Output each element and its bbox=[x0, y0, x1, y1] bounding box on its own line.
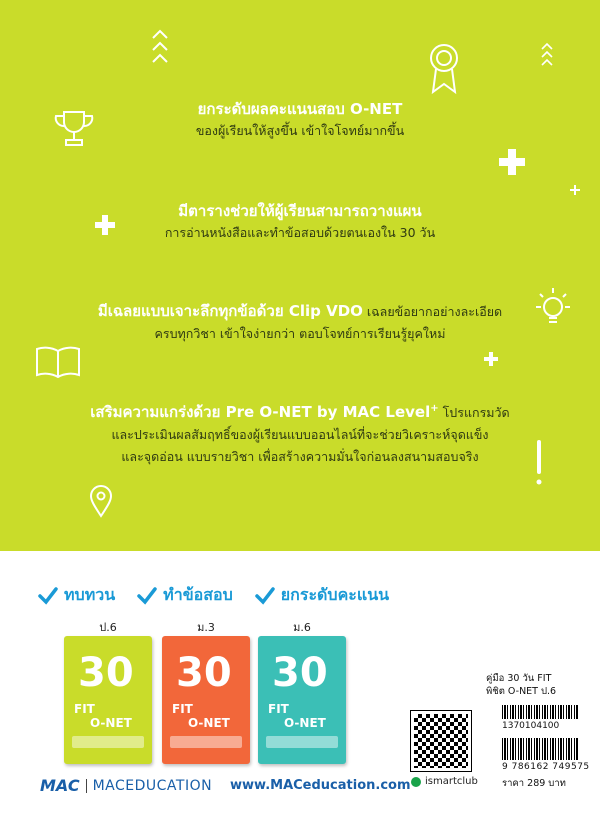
book-onet: O-NET bbox=[284, 716, 326, 730]
feature-3 bbox=[0, 300, 600, 345]
feature-3-line-1: ครบทุกวิชา เข้าใจง่ายกว่า ตอบโจทย์การเรียนรู้ยุคใหม่ bbox=[154, 326, 446, 341]
book-cover bbox=[64, 636, 152, 764]
book-grade: ม.6 bbox=[293, 621, 311, 634]
feature-4-heading-row bbox=[0, 398, 600, 424]
mac-logo-mark: MAC bbox=[40, 776, 80, 795]
plus-small-icon bbox=[570, 185, 580, 195]
book-fit: FIT bbox=[268, 702, 289, 716]
check-item-exam bbox=[137, 583, 233, 608]
book-cover bbox=[258, 636, 346, 764]
feature-3-heading: มีเฉลยแบบเจาะลึกทุกข้อด้วย Clip VDO bbox=[97, 302, 363, 320]
check-label-score: ยกระดับคะแนน bbox=[280, 585, 390, 604]
checkmark-icon bbox=[38, 587, 58, 605]
book-grade: ป.6 bbox=[99, 621, 117, 634]
feature-4-line-2: และจุดอ่อน แบบรายวิชา เพื่อสร้างความมั่นใจก่อนลงสนามสอบจริง bbox=[121, 449, 479, 464]
feature-3-heading-tail: เฉลยข้อยากอย่างละเอียด bbox=[362, 304, 503, 319]
chevrons-up-icon bbox=[150, 28, 170, 68]
mac-logo-text: MACEDUCATION bbox=[92, 777, 213, 794]
feature-4-heading: เสริมความแกร่งด้วย Pre O-NET by MAC Level bbox=[90, 403, 431, 421]
book-title-1: คู่มือ 30 วัน FIT bbox=[486, 673, 552, 684]
product-barcode bbox=[502, 705, 578, 719]
book-number: 30 bbox=[78, 650, 134, 696]
feature-4 bbox=[0, 398, 600, 468]
checkmark-icon bbox=[137, 587, 157, 605]
book-title-2: พิชิต O-NET ป.6 bbox=[486, 686, 557, 697]
feature-2-line-1: การอ่านหนังสือและทำข้อสอบด้วยตนเองใน 30 วัน bbox=[164, 225, 436, 240]
mac-logo bbox=[40, 776, 212, 795]
feature-4-heading-tail: โปรแกรมวัด bbox=[438, 405, 510, 420]
ismartclub-label: ismartclub bbox=[425, 776, 478, 787]
book-info bbox=[486, 672, 578, 698]
feature-1-line-1: ของผู้เรียนให้สูงขึ้น เข้าใจโจทย์มากขึ้น bbox=[195, 123, 405, 138]
checklist bbox=[38, 583, 389, 608]
ismartclub-line bbox=[411, 776, 478, 787]
feature-3-heading-row bbox=[0, 300, 600, 323]
check-label-exam: ทำข้อสอบ bbox=[163, 585, 233, 604]
chevrons-up-small-icon bbox=[540, 42, 554, 68]
book-m6 bbox=[258, 620, 346, 764]
book-onet: O-NET bbox=[90, 716, 132, 730]
book-p6 bbox=[64, 620, 152, 764]
book-m3 bbox=[162, 620, 250, 764]
checkmark-icon bbox=[255, 587, 275, 605]
product-code: 1370104100 bbox=[502, 721, 560, 731]
check-label-review: ทบทวน bbox=[64, 585, 116, 604]
book-number: 30 bbox=[176, 650, 232, 696]
book-cover bbox=[162, 636, 250, 764]
logo-divider bbox=[86, 779, 87, 793]
check-item-score bbox=[255, 583, 389, 608]
qr-code bbox=[411, 711, 471, 771]
book-fit: FIT bbox=[74, 702, 95, 716]
feature-4-heading-sup: + bbox=[430, 403, 439, 414]
book-onet: O-NET bbox=[188, 716, 230, 730]
line-icon bbox=[411, 777, 421, 787]
book-number: 30 bbox=[272, 650, 328, 696]
open-book-icon bbox=[35, 345, 81, 379]
feature-2 bbox=[0, 200, 600, 244]
plus-tiny-icon bbox=[484, 352, 498, 366]
check-item-review bbox=[38, 583, 115, 608]
feature-2-heading: มีตารางช่วยให้ผู้เรียนสามารถวางแผน bbox=[178, 202, 422, 220]
feature-1-heading: ยกระดับผลคะแนนสอบ O-NET bbox=[197, 100, 403, 118]
price: ราคา 289 บาท bbox=[502, 778, 566, 789]
feature-4-line-1: และประเมินผลสัมฤทธิ์ของผู้เรียนแบบออนไลน์ที่จะช่วยวิเคราะห์จุดแข็ง bbox=[111, 427, 489, 442]
book-strip bbox=[266, 736, 338, 748]
book-grade: ม.3 bbox=[197, 621, 215, 634]
award-ribbon-icon bbox=[426, 40, 462, 96]
map-pin-icon bbox=[89, 484, 113, 518]
book-strip bbox=[170, 736, 242, 748]
feature-1 bbox=[0, 98, 600, 142]
book-strip bbox=[72, 736, 144, 748]
website-url: www.MACeducation.com bbox=[230, 778, 411, 793]
isbn-barcode bbox=[502, 738, 578, 760]
plus-large-icon bbox=[499, 149, 525, 175]
isbn-number: 9 786162 749575 bbox=[502, 762, 590, 772]
book-fit: FIT bbox=[172, 702, 193, 716]
